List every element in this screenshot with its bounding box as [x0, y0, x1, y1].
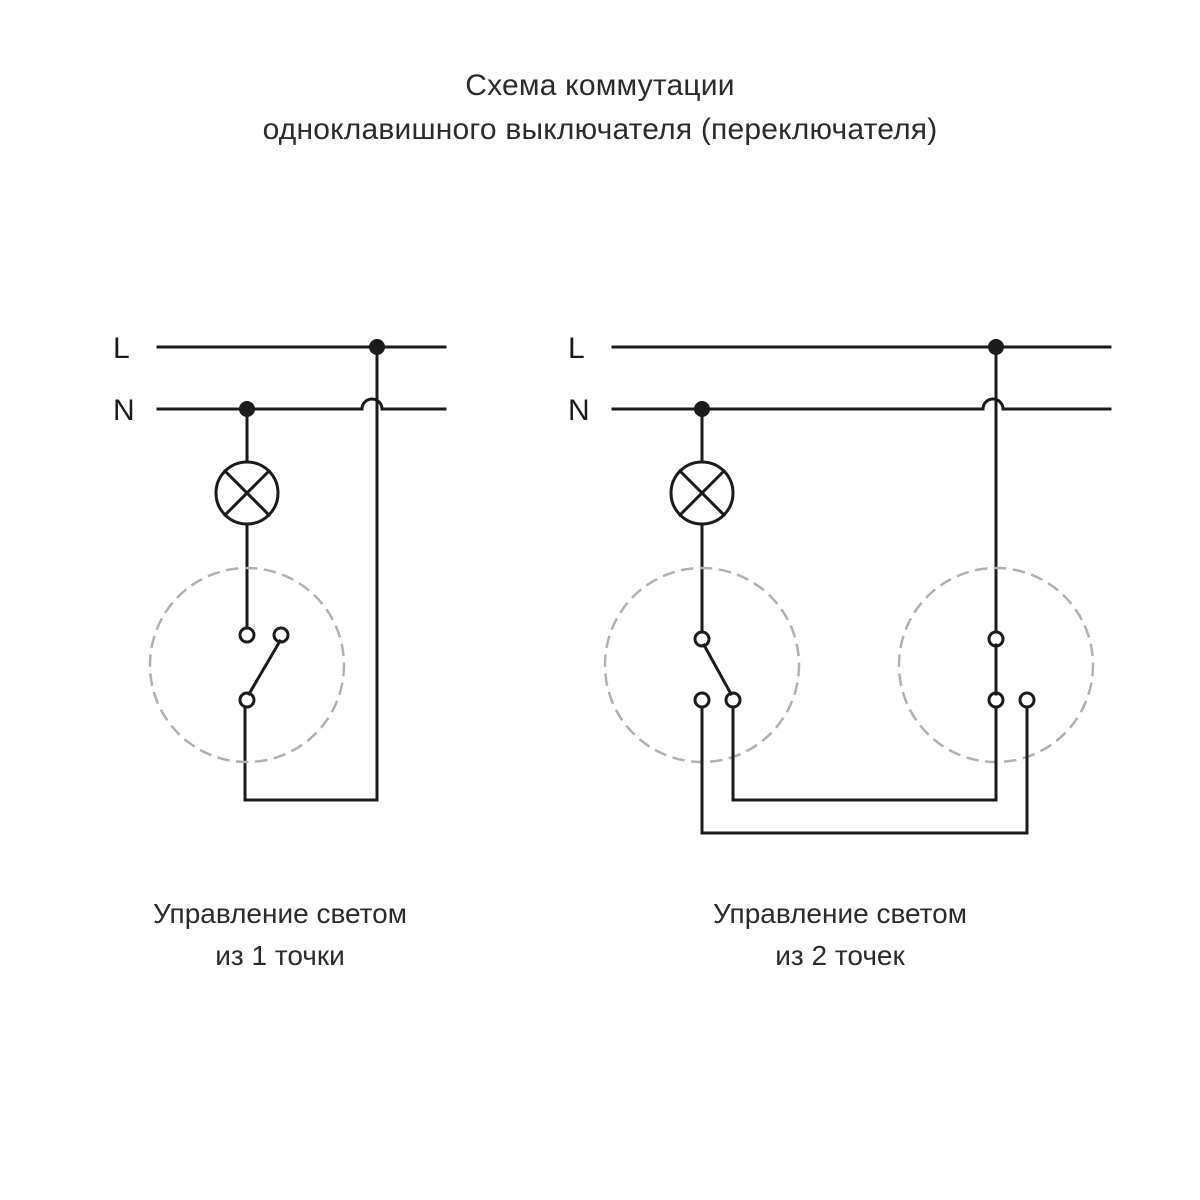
right-wire-crossover-hop	[983, 399, 1003, 409]
right-caption-line-2: из 2 точек	[775, 940, 905, 971]
left-caption-line-2: из 1 точки	[215, 940, 345, 971]
right-diagram-caption	[650, 893, 1030, 977]
left-switch-blade	[249, 641, 280, 694]
page-title-line-1: Схема коммутации	[465, 69, 735, 102]
left-lamp-icon	[216, 462, 278, 524]
left-caption-line-1: Управление светом	[153, 898, 407, 929]
right-label-N: N	[568, 394, 590, 427]
left-label-L: L	[113, 332, 130, 365]
left-diagram-caption	[90, 893, 470, 977]
left-label-N: N	[113, 394, 135, 427]
right-label-L: L	[568, 332, 585, 365]
right-switch2-symbol	[989, 632, 1034, 707]
left-wire-crossover-hop	[362, 399, 382, 409]
right-switch1-symbol	[695, 632, 740, 707]
right-lamp-icon	[671, 462, 733, 524]
page-title-line-2: одноклавишного выключателя (переключателя)	[262, 113, 938, 146]
left-switch-symbol	[240, 628, 288, 707]
right-caption-line-1: Управление светом	[713, 898, 967, 929]
right-diagram-group	[568, 332, 1110, 833]
left-diagram-group	[113, 332, 445, 800]
right-switch1-blade	[704, 645, 731, 694]
